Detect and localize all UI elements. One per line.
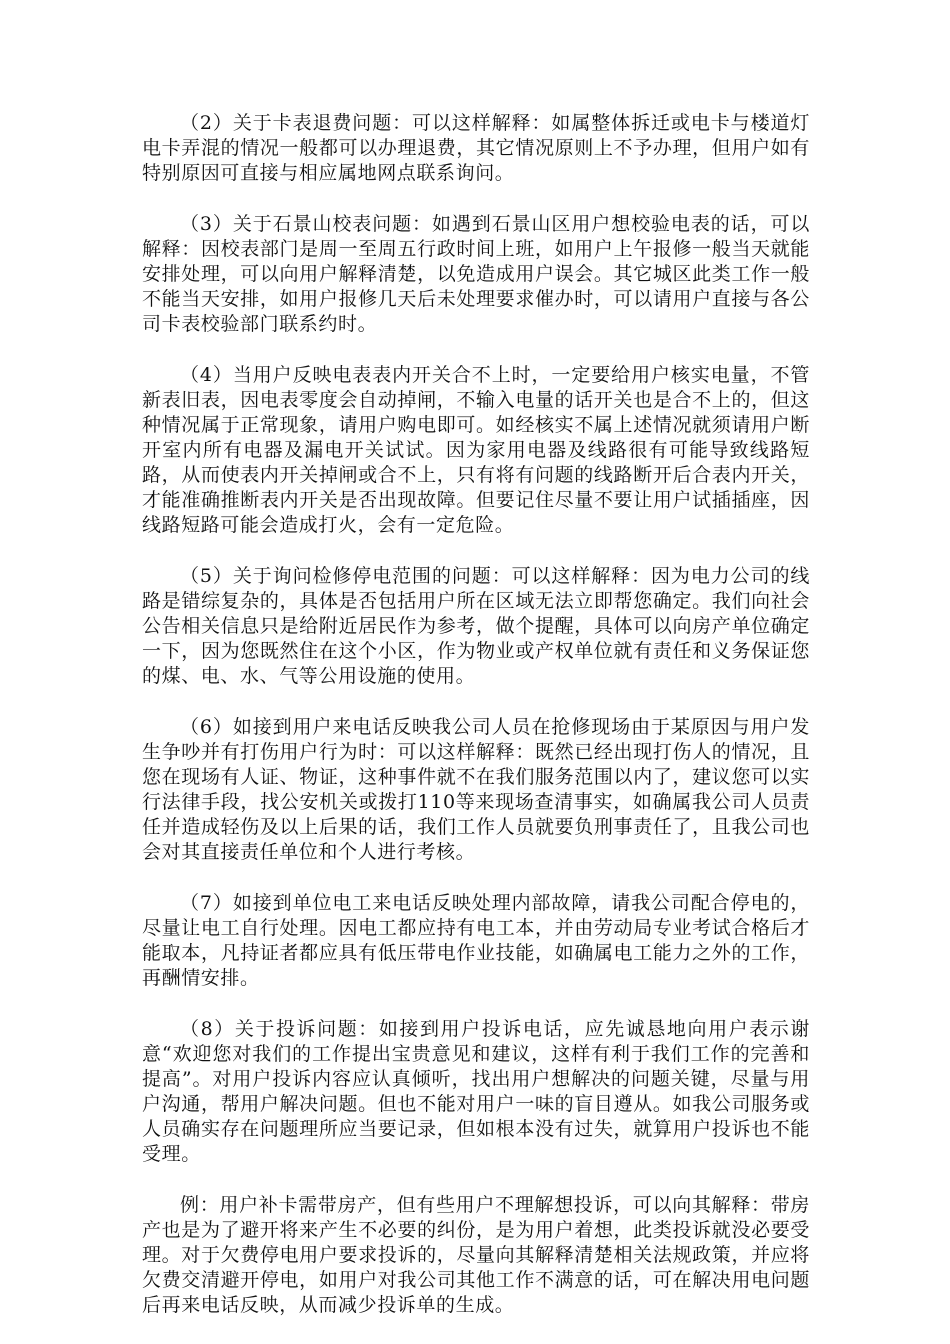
document-body [142,111,810,1344]
paragraph-card-meter-refund: （2）关于卡表退费问题：可以这样解释：如属整体拆迁或电卡与楼道灯电卡弄混的情况一般都可以办理退费，其它情况原则上不予办理，但用户如有特别原因可直接与相应属地网点联系询问。 [142,112,810,184]
paragraph-staff-conflict: （6）如接到用户来电话反映我公司人员在抢修现场由于某原因与用户发生争吵并有打伤用户行为时：可以这样解释：既然已经出现打伤人的情况，且您在现场有人证、物证，这种事件就不在我们服务范围以内了，建议您可以实行法律手段，找公安机关或拨打110等来现场查清事实，如确属我公司人员责任并造成轻伤及以上后果的话，我们工作人员就要负刑事责任了，且我公司也会对其直接责任单位和个人进行考核。 [142,716,810,863]
paragraph-outage-range-inquiry: （5）关于询问检修停电范围的问题：可以这样解释：因为电力公司的线路是错综复杂的，具体是否包括用户所在区域无法立即帮您确定。我们向社会公告相关信息只是给附近居民作为参考，做个提醒，具体可以向房产单位确定一下，因为您既然住在这个小区，作为物业或产权单位就有责任和义务保证您的煤、电、水、气等公用设施的使用。 [142,565,810,687]
paragraph-shijingshan-meter-calibration: （3）关于石景山校表问题：如遇到石景山区用户想校验电表的话，可以解释：因校表部门是周一至周五行政时间上班，如用户上午报修一般当天就能安排处理，可以向用户解释清楚，以免造成用户误会。其它城区此类工作一般不能当天安排，如用户报修几天后未处理要求催办时，可以请用户直接与各公司卡表校验部门联系约时。 [142,213,810,335]
paragraph-electrician-internal-fault: （7）如接到单位电工来电话反映处理内部故障，请我公司配合停电的，尽量让电工自行处理。因电工都应持有电工本，并由劳动局专业考试合格后才能取本，凡持证者都应具有低压带电作业技能，如确属电工能力之外的工作，再酬情安排。 [142,892,810,989]
paragraph-example: 例：用户补卡需带房产，但有些用户不理解想投诉，可以向其解释：带房产也是为了避开将来产生不必要的纠份，是为用户着想，此类投诉就没必要受理。对于欠费停电用户要求投诉的，尽量向其解释清楚相关法规政策，并应将欠费交清避开停电，如用户对我公司其他工作不满意的话，可在解决用电问题后再来电话反映，从而减少投诉单的生成。 [142,1194,810,1316]
paragraph-complaint-handling: （8）关于投诉问题：如接到用户投诉电话，应先诚恳地向用户表示谢意“欢迎您对我们的工作提出宝贵意见和建议，这样有利于我们工作的完善和提高”。对用户投诉内容应认真倾听，找出用户想解决的问题关键，尽量与用户沟通，帮用户解决问题。但也不能对用户一味的盲目遵从。如我公司服务或人员确实存在问题理所应当要记录，但如根本没有过失，就算用户投诉也不能受理。 [142,1018,810,1165]
paragraph-meter-switch-failure: （4）当用户反映电表表内开关合不上时，一定要给用户核实电量，不管新表旧表，因电表零度会自动掉闸，不输入电量的话开关也是合不上的，但这种情况属于正常现象，请用户购电即可。如经核实不属上述情况就须请用户断开室内所有电器及漏电开关试试。因为家用电器及线路很有可能导致线路短路，从而使表内开关掉闸或合不上，只有将有问题的线路断开后合表内开关，才能准确推断表内开关是否出现故障。但要记住尽量不要让用户试插插座，因线路短路可能会造成打火，会有一定危险。 [142,364,810,536]
